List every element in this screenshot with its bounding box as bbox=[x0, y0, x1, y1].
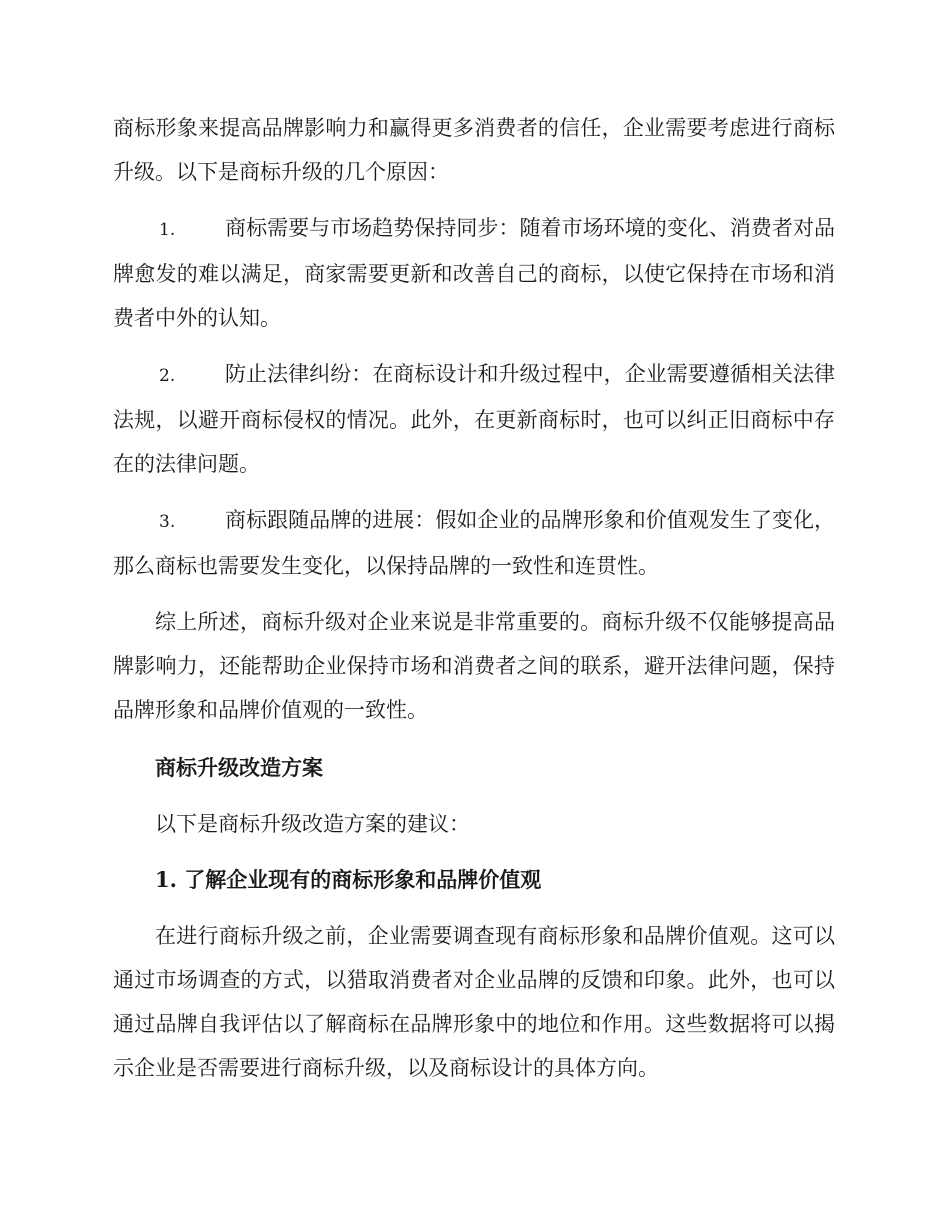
sub-heading-1: 1. 了解企业现有的商标形象和品牌价值观 bbox=[155, 867, 542, 892]
list-item-text: 商标需要与市场趋势保持同步：随着市场环境的变化、消费者对品牌愈发的难以满足，商家需要更新和改善自己的商标，以使它保持在市场和消费者中外的认知。 bbox=[113, 216, 835, 330]
list-item-reason-3 bbox=[113, 498, 835, 588]
list-item-text: 商标跟随品牌的进展：假如企业的品牌形象和价值观发生了变化，那么商标也需要发生变化，以保持品牌的一致性和连贯性。 bbox=[113, 508, 835, 578]
intro-paragraph: 商标形象来提高品牌影响力和赢得更多消费者的信任，企业需要考虑进行商标升级。以下是商标升级的几个原因： bbox=[113, 116, 835, 184]
document-page bbox=[113, 106, 835, 1090]
section-heading: 商标升级改造方案 bbox=[155, 755, 323, 780]
list-number: 3. bbox=[159, 512, 176, 532]
summary-paragraph: 综上所述，商标升级对企业来说是非常重要的。商标升级不仅能够提高品牌影响力，还能帮助企业保持市场和消费者之间的联系，避开法律问题，保持品牌形象和品牌价值观的一致性。 bbox=[113, 610, 835, 722]
section-intro: 以下是商标升级改造方案的建议： bbox=[155, 812, 470, 836]
list-number: 2. bbox=[159, 366, 176, 386]
sub-paragraph-1: 在进行商标升级之前，企业需要调查现有商标形象和品牌价值观。这可以通过市场调查的方式，以猎取消费者对企业品牌的反馈和印象。此外，也可以通过品牌自我评估以了解商标在品牌形象中的地位和作用。这些数据将可以揭示企业是否需要进行商标升级，以及商标设计的具体方向。 bbox=[113, 924, 835, 1080]
list-item-reason-1 bbox=[113, 206, 835, 340]
list-number: 1. bbox=[159, 220, 176, 240]
list-item-text: 防止法律纠纷：在商标设计和升级过程中，企业需要遵循相关法律法规，以避开商标侵权的情况。此外，在更新商标时，也可以纠正旧商标中存在的法律问题。 bbox=[113, 362, 835, 476]
list-item-reason-2 bbox=[113, 352, 835, 486]
